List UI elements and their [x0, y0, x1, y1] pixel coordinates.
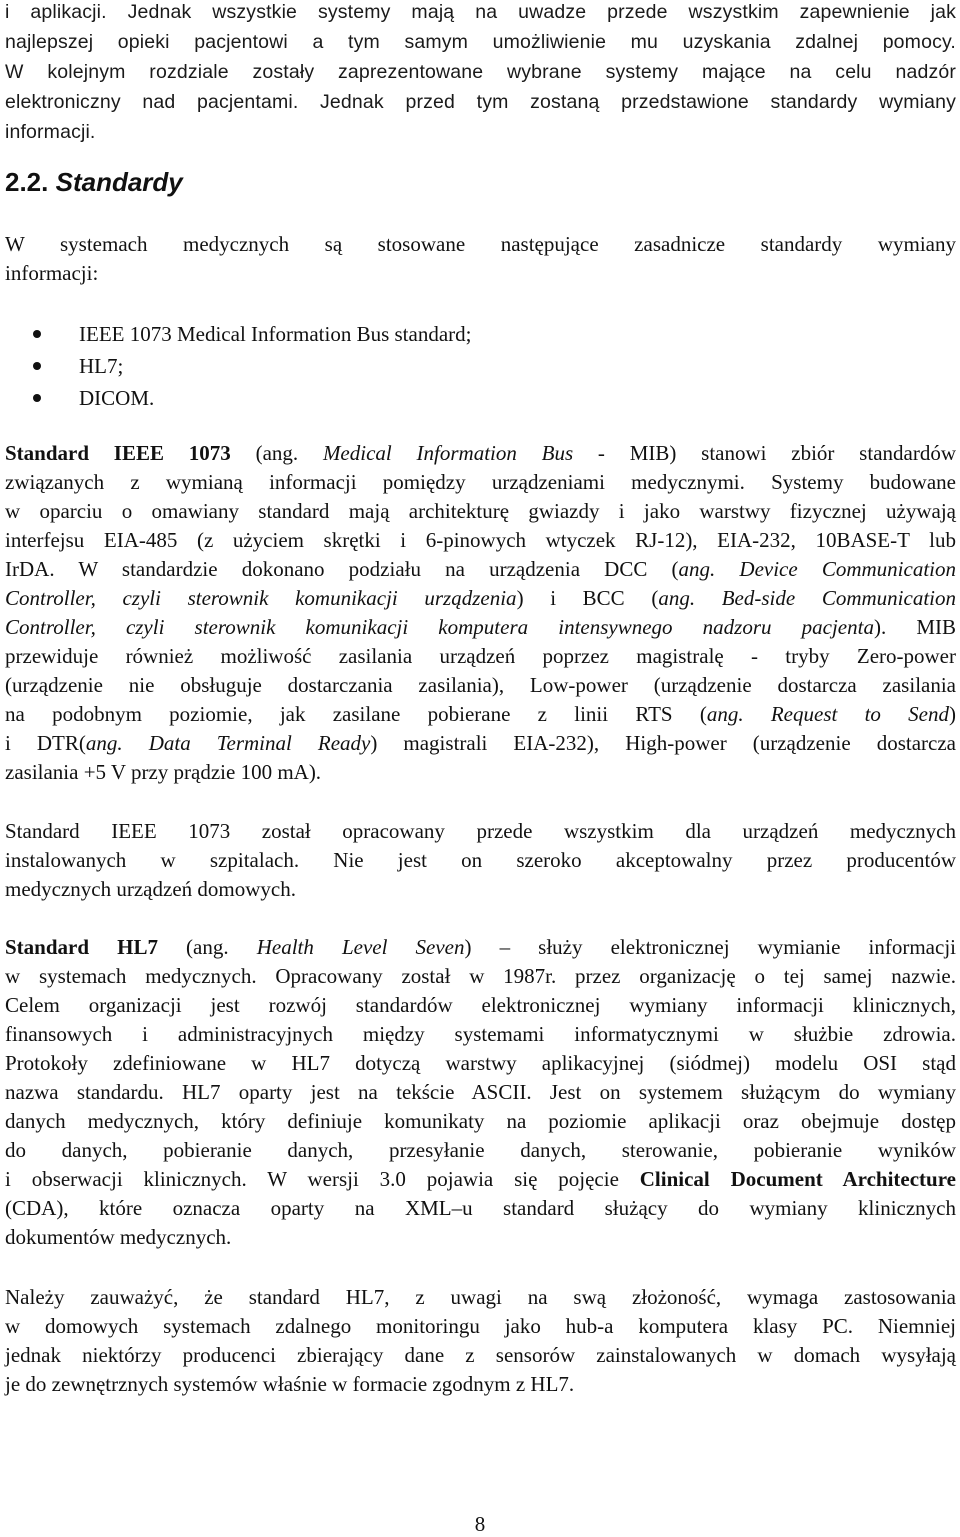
- text-run: Protokoły zdefiniowane w HL7 dotyczą warstwy aplikacyjnej (siódmej) modelu OSI stąd: [5, 1051, 956, 1075]
- italic-term: ang. Data Terminal Ready: [85, 731, 371, 755]
- ieee-paragraph-2: [5, 817, 956, 904]
- text-run: przewiduje również możliwość zasilania urządzeń poprzez magistralę - tryby Zero-power: [5, 644, 956, 668]
- text-run: w oparciu o omawiany standard mają architekturę gwiazdy i jako warstwy fizycznej używają: [5, 499, 956, 523]
- italic-term: ang. Bed-side Communication: [658, 586, 956, 610]
- text-run: na podobnym poziomie, jak zasilane pobierane z linii RTS (: [5, 702, 707, 726]
- text-line: [5, 613, 956, 642]
- text-run: zasilania +5 V przy prądzie 100 mA).: [5, 760, 322, 784]
- text-line: W systemach medycznych są stosowane następujące zasadnicze standardy wymiany: [5, 232, 956, 256]
- text-line: [5, 700, 956, 729]
- text-run: finansowych i administracyjnych między systemami informatycznymi w służbie zdrowia.: [5, 1022, 956, 1046]
- text-line: W kolejnym rozdziale zostały zaprezentowane wybrane systemy mające na celu nadzór: [5, 61, 956, 83]
- text-line: elektroniczny nad pacjentami. Jednak przed tym zostaną przedstawione standardy wymiany: [5, 91, 956, 113]
- text-line: informacji:: [5, 261, 99, 285]
- bold-term: Standard HL7: [5, 935, 158, 959]
- text-line: [5, 1223, 956, 1252]
- text-line: [5, 1341, 956, 1370]
- text-line: [5, 642, 956, 671]
- standards-list: [33, 318, 472, 414]
- text-line: [5, 991, 956, 1020]
- italic-term: ang. Device Communication: [678, 557, 956, 581]
- bullet-icon: [33, 394, 41, 402]
- bullet-icon: [33, 330, 41, 338]
- text-line: [5, 1049, 956, 1078]
- intro-paragraph: [5, 0, 956, 147]
- text-line: informacji.: [5, 121, 96, 143]
- ieee-paragraph: [5, 439, 956, 787]
- text-run: w domowych systemach zdalnego monitoringu jako hub-a komputera klasy PC. Niemniej: [5, 1314, 956, 1338]
- text-run: związanych z wymianą informacji pomiędzy urządzeniami medycznymi. Systemy budowane: [5, 470, 956, 494]
- text-run: (CDA), które oznacza oparty na XML–u standard służący do wymiany klinicznych: [5, 1196, 956, 1220]
- text-line: [5, 962, 956, 991]
- text-line: [5, 1136, 956, 1165]
- text-line: [5, 1107, 956, 1136]
- text-line: [5, 1312, 956, 1341]
- page-number: 8: [474, 1512, 486, 1536]
- text-run: nazwa standardu. HL7 oparty jest na tekście ASCII. Jest on systemem służącym do wymiany: [5, 1080, 956, 1104]
- text-line: [5, 1370, 956, 1399]
- text-run: Standard IEEE 1073 został opracowany przede wszystkim dla urządzeń medycznych: [5, 819, 956, 843]
- text-run: i DTR(: [5, 731, 86, 755]
- list-item-text: IEEE 1073 Medical Information Bus standard;: [79, 322, 472, 346]
- text-line: [5, 468, 956, 497]
- text-run: ) – służy elektronicznej wymianie informacji: [464, 935, 956, 959]
- section-heading: [5, 167, 183, 198]
- text-run: ): [949, 702, 956, 726]
- list-item-text: HL7;: [79, 354, 124, 378]
- text-line: [5, 584, 956, 613]
- text-run: ) i BCC (: [516, 586, 659, 610]
- closing-paragraph: [5, 1283, 956, 1399]
- text-run: IrDA. W standardzie dokonano podziału na urządzenia DCC (: [5, 557, 679, 581]
- text-run: ) magistrali EIA-232), High-power (urządzenie dostarcza: [370, 731, 956, 755]
- text-line: i aplikacji. Jednak wszystkie systemy mają na uwadze przede wszystkim zapewnienie jak: [5, 1, 956, 23]
- text-run: je do zewnętrznych systemów właśnie w formacie zgodnym z HL7.: [5, 1372, 575, 1396]
- standards-intro-paragraph: [5, 230, 956, 288]
- bold-term: Standard IEEE 1073: [5, 441, 231, 465]
- text-line: [5, 933, 956, 962]
- hl7-paragraph: [5, 933, 956, 1252]
- text-line: [5, 526, 956, 555]
- text-run: instalowanych w szpitalach. Nie jest on szeroko akceptowalny przez producentów: [5, 848, 956, 872]
- text-run: Celem organizacji jest rozwój standardów elektronicznej wymiany informacji klinicznych,: [5, 993, 956, 1017]
- text-run: jednak niektórzy producenci zbierający dane z sensorów zainstalowanych w domach wysyłają: [5, 1343, 956, 1367]
- text-run: (ang.: [157, 935, 257, 959]
- text-run: i obserwacji klinicznych. W wersji 3.0 pojawia się pojęcie: [5, 1167, 640, 1191]
- text-line: [5, 846, 956, 875]
- text-run: (ang.: [230, 441, 323, 465]
- bullet-icon: [33, 362, 41, 370]
- text-run: do danych, pobieranie danych, przesyłanie danych, sterowanie, pobieranie wyników: [5, 1138, 956, 1162]
- section-number: 2.2.: [5, 167, 49, 197]
- text-run: - MIB) stanowi zbiór standardów: [573, 441, 956, 465]
- text-run: w systemach medycznych. Opracowany został w 1987r. przez organizację o tej samej nazwie.: [5, 964, 956, 988]
- italic-term: Medical Information Bus: [322, 441, 574, 465]
- italic-term: Controller, czyli sterownik komunikacji komputera intensywnego nadzoru pacjenta: [5, 615, 874, 639]
- text-run: medycznych urządzeń domowych.: [5, 877, 296, 901]
- text-run: (urządzenie nie obsługuje dostarczania zasilania), Low-power (urządzenie dostarcza zasilania: [5, 673, 956, 697]
- text-line: [5, 1283, 956, 1312]
- section-title: Standardy: [55, 167, 183, 197]
- text-line: [5, 758, 956, 787]
- italic-term: ang. Request to Send: [706, 702, 949, 726]
- text-line: [5, 1194, 956, 1223]
- text-run: dokumentów medycznych.: [5, 1225, 232, 1249]
- list-item: [33, 350, 472, 382]
- italic-term: Health Level Seven: [256, 935, 465, 959]
- list-item: [33, 318, 472, 350]
- text-line: [5, 875, 956, 904]
- list-item: [33, 382, 472, 414]
- text-line: [5, 671, 956, 700]
- text-line: [5, 817, 956, 846]
- list-item-text: DICOM.: [79, 386, 155, 410]
- text-line: [5, 555, 956, 584]
- text-line: [5, 1165, 956, 1194]
- text-line: [5, 1078, 956, 1107]
- text-line: [5, 729, 956, 758]
- italic-term: Controller, czyli sterownik komunikacji urządzenia: [5, 586, 517, 610]
- text-line: najlepszej opieki pacjentowi a tym samym umożliwienie mu uzyskania zdalnej pomocy.: [5, 31, 956, 53]
- text-run: interfejsu EIA-485 (z użyciem skrętki i 6-pinowych wtyczek RJ-12), EIA-232, 10BASE-T lub: [5, 528, 956, 552]
- text-line: [5, 1020, 956, 1049]
- bold-term: Clinical Document Architecture: [639, 1167, 956, 1191]
- text-run: Należy zauważyć, że standard HL7, z uwagi na swą złożoność, wymaga zastosowania: [5, 1285, 956, 1309]
- text-line: [5, 439, 956, 468]
- text-run: danych medycznych, który definiuje komunikaty na poziomie aplikacji oraz obejmuje dostęp: [5, 1109, 956, 1133]
- text-line: [5, 497, 956, 526]
- text-run: ). MIB: [873, 615, 956, 639]
